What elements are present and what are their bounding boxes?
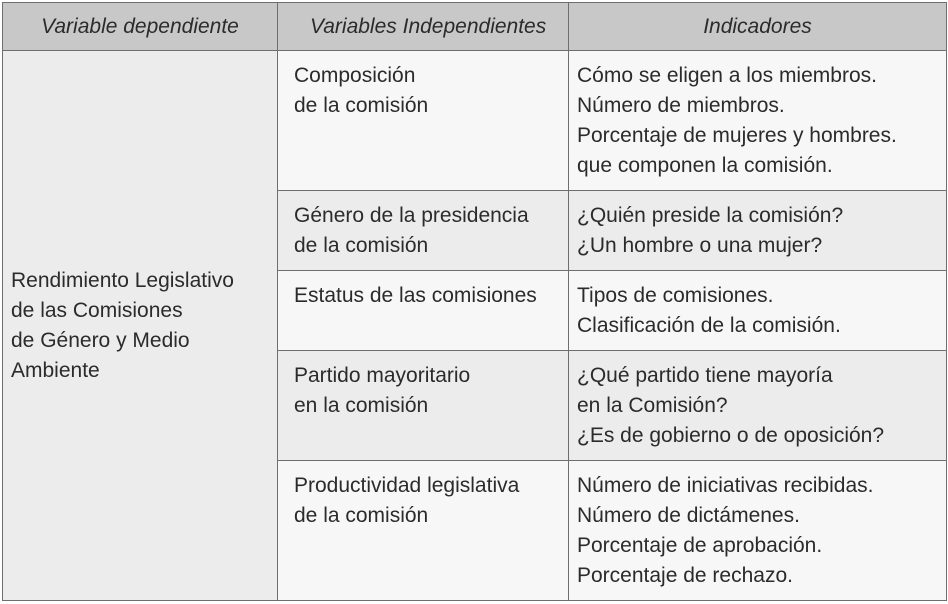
header-indicators: Indicadores: [569, 3, 947, 51]
header-dependent-variable: Variable dependiente: [3, 3, 278, 51]
dependent-variable-text: Rendimiento Legislativo de las Comisiones de Género y Medio Ambiente: [11, 268, 234, 382]
independent-variable-cell: Composición de la comisión: [278, 51, 569, 191]
independent-variable-cell: Estatus de las comisiones: [278, 271, 569, 351]
indicators-cell: Número de iniciativas recibidas. Número de dictámenes. Porcentaje de aprobación. Porcentaje de rechazo.: [569, 461, 947, 601]
indicators-cell: Tipos de comisiones. Clasificación de la comisión.: [569, 271, 947, 351]
header-row: [3, 3, 947, 51]
independent-variable-cell: Productividad legislativa de la comisión: [278, 461, 569, 601]
variables-table: [2, 2, 947, 601]
header-independent-variables: Variables Independientes: [278, 3, 569, 51]
independent-variable-cell: Partido mayoritario en la comisión: [278, 351, 569, 461]
table-row: [3, 51, 947, 191]
independent-variable-cell: Género de la presidencia de la comisión: [278, 191, 569, 271]
indicators-cell: ¿Qué partido tiene mayoría en la Comisión? ¿Es de gobierno o de oposición?: [569, 351, 947, 461]
indicators-cell: ¿Quién preside la comisión? ¿Un hombre o una mujer?: [569, 191, 947, 271]
indicators-cell: Cómo se eligen a los miembros. Número de miembros. Porcentaje de mujeres y hombres. que componen la comisión.: [569, 51, 947, 191]
table-header: [3, 3, 947, 51]
dependent-variable-cell: [3, 51, 278, 601]
table-body: [3, 51, 947, 601]
